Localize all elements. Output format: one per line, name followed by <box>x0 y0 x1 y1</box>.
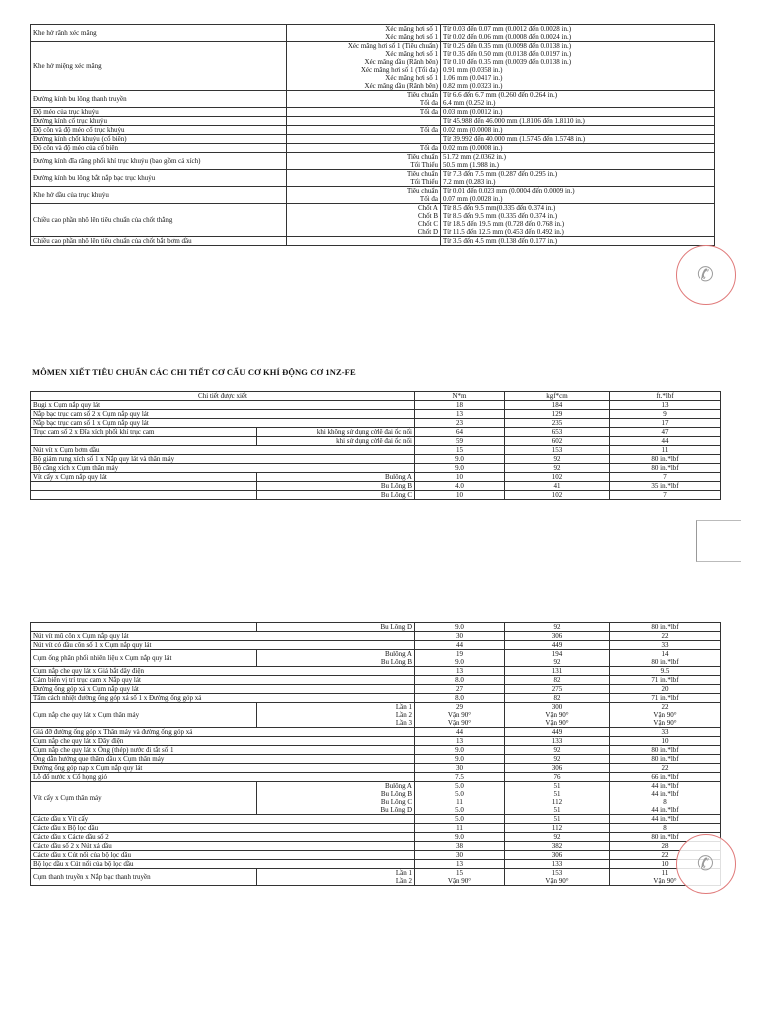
torque-row <box>31 773 721 782</box>
torque-ft: 11 Vặn 90° <box>610 869 721 886</box>
spec-row <box>31 144 715 153</box>
torque-ft: 11 <box>610 446 721 455</box>
torque-part: Cácte dầu x Vít cấy <box>31 815 415 824</box>
torque-ft: 80 in.*lbf <box>610 746 721 755</box>
torque-kgf: 382 <box>505 842 610 851</box>
torque-ft: 71 in.*lbf <box>610 676 721 685</box>
torque-sub-item: khi sử dụng cờlê đai ốc nối <box>257 437 415 446</box>
torque-row <box>31 446 721 455</box>
torque-kgf: 449 <box>505 641 610 650</box>
torque-kgf: 92 <box>505 755 610 764</box>
call-button[interactable] <box>676 245 736 305</box>
torque-nm: 4.0 <box>415 482 505 491</box>
torque-ft: 7 <box>610 473 721 482</box>
torque-nm: 64 <box>415 428 505 437</box>
spec-condition <box>287 237 441 246</box>
torque-ft: 66 in.*lbf <box>610 773 721 782</box>
spec-row <box>31 25 715 42</box>
torque-part: Cácte dầu x Cácte dầu số 2 <box>31 833 415 842</box>
torque-row <box>31 437 721 446</box>
spec-name: Đường kính đĩa răng phối khí trục khuỷu (bao gồm cả xích) <box>31 153 287 170</box>
torque-kgf: 92 <box>505 455 610 464</box>
torque-kgf: 82 <box>505 694 610 703</box>
torque-ft: 80 in.*lbf <box>610 833 721 842</box>
torque-kgf: 194 92 <box>505 650 610 667</box>
spec-condition: Tiêu chuẩn Tối Thiểu <box>287 170 441 187</box>
torque-part: Trục cam số 2 x Đĩa xích phối khí trục cam <box>31 428 257 437</box>
torque-kgf: 184 <box>505 401 610 410</box>
torque-ft: 13 <box>610 401 721 410</box>
torque-nm: 8.0 <box>415 676 505 685</box>
torque-ft: 10 <box>610 737 721 746</box>
torque-ft: 33 <box>610 641 721 650</box>
torque-part: Bộ lọc dầu x Cút nối của bộ lọc dầu <box>31 860 415 869</box>
torque-kgf: 153 Vặn 90° <box>505 869 610 886</box>
torque-row <box>31 473 721 482</box>
torque-row <box>31 428 721 437</box>
header-part: Chi tiết được xiết <box>31 392 415 401</box>
torque-sub-item: khi không sử dụng cờlê đai ốc nối <box>257 428 415 437</box>
torque-row <box>31 746 721 755</box>
torque-part: Đường ống góp nạp x Cụm nắp quy lát <box>31 764 415 773</box>
torque-part: Vít cấy x Cụm nắp quy lát <box>31 473 257 482</box>
torque-header-row <box>31 392 721 401</box>
torque-row <box>31 623 721 632</box>
torque-part: Cácte dầu x Cút nối của bộ lọc dầu <box>31 851 415 860</box>
torque-ft: 33 <box>610 728 721 737</box>
spec-value: 0.03 mm (0.0012 in.) <box>441 108 715 117</box>
spec-name: Độ côn và độ méo cổ trục khuỷu <box>31 126 287 135</box>
spec-name: Khe hở miệng xéc măng <box>31 42 287 91</box>
torque-row <box>31 455 721 464</box>
torque-kgf: 76 <box>505 773 610 782</box>
torque-part: Tấm cách nhiệt đường ống góp xả số 1 x Đường ống góp xả <box>31 694 415 703</box>
torque-part: Bộ giảm rung xích số 1 x Nắp quy lát và thân máy <box>31 455 415 464</box>
torque-part: Cảm biến vị trí trục cam x Nắp quy lát <box>31 676 415 685</box>
torque-kgf: 449 <box>505 728 610 737</box>
spec-condition: Tối đa <box>287 144 441 153</box>
spec-condition: Tối đa <box>287 126 441 135</box>
spec-value: Từ 6.6 đến 6.7 mm (0.260 đến 0.264 in.) 6.4 mm (0.252 in.) <box>441 91 715 108</box>
torque-nm: 9.0 <box>415 455 505 464</box>
spec-value: Từ 8.5 đến 9.5 mm(0.335 đến 0.374 in.) Từ 8.5 đến 9.5 mm (0.335 đến 0.374 in.) Từ 18.5 đến 19.5 mm (0.728 đến 0.768 in.) Từ 11.5 đến 12.5 mm (0.453 đến 0.492 in.) <box>441 204 715 237</box>
header-ft: ft.*lbf <box>610 392 721 401</box>
torque-nm: 10 <box>415 491 505 500</box>
torque-ft: 47 <box>610 428 721 437</box>
torque-part: Cácte dầu số 2 x Nút xả dầu <box>31 842 415 851</box>
header-kgf: kgf*cm <box>505 392 610 401</box>
torque-kgf: 153 <box>505 446 610 455</box>
torque-kgf: 275 <box>505 685 610 694</box>
spec-name: Đường kính cổ trục khuỷu <box>31 117 287 126</box>
torque-row <box>31 419 721 428</box>
torque-nm: 15 Vặn 90° <box>415 869 505 886</box>
torque-ft: 17 <box>610 419 721 428</box>
torque-nm: 30 <box>415 764 505 773</box>
torque-ft: 80 in.*lbf <box>610 455 721 464</box>
torque-row <box>31 667 721 676</box>
spec-condition: Tối đa <box>287 108 441 117</box>
torque-sub-item: Bu Lông C <box>257 491 415 500</box>
spec-condition: Xéc măng hơi số 1 Xéc măng hơi số 1 <box>287 25 441 42</box>
phone-icon: ✆ <box>697 851 714 875</box>
torque-part: Nắp bạc trục cam số 2 x Cụm nắp quy lát <box>31 410 415 419</box>
torque-sub-item: Bulông A Bu Lông B Bu Lông C Bu Lông D <box>257 782 415 815</box>
torque-part: Bugi x Cụm nắp quy lát <box>31 401 415 410</box>
torque-part: Lỗ đổ nước x Cổ họng gió <box>31 773 415 782</box>
torque-part <box>31 437 257 446</box>
torque-ft: 44 in.*lbf 44 in.*lbf 8 44 in.*lbf <box>610 782 721 815</box>
spec-value: Từ 0.03 đến 0.07 mm (0.0012 đến 0.0028 in.) Từ 0.02 đến 0.06 mm (0.0008 đến 0.0024 in.) <box>441 25 715 42</box>
torque-ft: 22 Vặn 90° Vặn 90° <box>610 703 721 728</box>
torque-ft: 22 <box>610 632 721 641</box>
torque-part <box>31 491 257 500</box>
torque-kgf: 112 <box>505 824 610 833</box>
torque-kgf: 133 <box>505 860 610 869</box>
spec-condition: Tiêu chuẩn Tối Thiểu <box>287 153 441 170</box>
torque-part: Cụm nắp che quy lát x Giá bắt dây điện <box>31 667 415 676</box>
torque-kgf: 306 <box>505 851 610 860</box>
torque-part: Cụm nắp che quy lát x Dây điện <box>31 737 415 746</box>
phone-icon: ✆ <box>697 262 714 286</box>
torque-row <box>31 703 721 728</box>
torque-ft: 22 <box>610 764 721 773</box>
torque-nm: 13 <box>415 860 505 869</box>
torque-nm: 9.0 <box>415 755 505 764</box>
torque-row <box>31 851 721 860</box>
torque-part: Cụm nắp che quy lát x Cụm thân máy <box>31 703 257 728</box>
torque-kgf: 129 <box>505 410 610 419</box>
torque-heading: MÔMEN XIẾT TIÊU CHUẨN CÁC CHI TIẾT CƠ CẤU CƠ KHÍ ĐỘNG CƠ 1NZ-FE <box>32 367 356 377</box>
torque-nm: 15 <box>415 446 505 455</box>
torque-kgf: 51 <box>505 815 610 824</box>
spec-row <box>31 204 715 237</box>
torque-part: Vít cấy x Cụm thân máy <box>31 782 257 815</box>
torque-sub-item: Bulông A Bu Lông B <box>257 650 415 667</box>
torque-kgf: 92 <box>505 623 610 632</box>
partial-edge-element <box>696 520 741 562</box>
spec-condition: Tiêu chuẩn Tối đa <box>287 187 441 204</box>
torque-ft: 44 <box>610 437 721 446</box>
torque-row <box>31 650 721 667</box>
torque-kgf: 92 <box>505 464 610 473</box>
torque-nm: 5.0 <box>415 815 505 824</box>
torque-ft: 80 in.*lbf <box>610 623 721 632</box>
spec-condition: Tiêu chuẩn Tối đa <box>287 91 441 108</box>
torque-row <box>31 685 721 694</box>
torque-sub-item: Lần 1 Lần 2 <box>257 869 415 886</box>
spec-row <box>31 91 715 108</box>
torque-part: Cụm thanh truyền x Nắp bạc thanh truyền <box>31 869 257 886</box>
spec-value: Từ 7.3 đến 7.5 mm (0.287 đến 0.295 in.) 7.2 mm (0.283 in.) <box>441 170 715 187</box>
spec-name: Độ méo của trục khuỷu <box>31 108 287 117</box>
torque-row <box>31 632 721 641</box>
torque-row <box>31 491 721 500</box>
torque-part: Cụm ống phân phối nhiên liệu x Cụm nắp quy lát <box>31 650 257 667</box>
spec-value: Từ 0.01 đến 0.023 mm (0.0004 đến 0.0009 in.) 0.07 mm (0.0028 in.) <box>441 187 715 204</box>
torque-row <box>31 694 721 703</box>
torque-kgf: 653 <box>505 428 610 437</box>
torque-row <box>31 782 721 815</box>
torque-row <box>31 764 721 773</box>
torque-kgf: 306 <box>505 632 610 641</box>
spec-row <box>31 153 715 170</box>
torque-table-1 <box>30 391 721 500</box>
torque-part: Cácte dầu x Bộ lọc dầu <box>31 824 415 833</box>
torque-nm: 9.0 <box>415 464 505 473</box>
torque-kgf: 92 <box>505 833 610 842</box>
torque-ft: 80 in.*lbf <box>610 464 721 473</box>
torque-ft: 44 in.*lbf <box>610 815 721 824</box>
torque-nm: 44 <box>415 728 505 737</box>
torque-ft: 8 <box>610 824 721 833</box>
torque-part: Đường ống góp xả x Cụm nắp quy lát <box>31 685 415 694</box>
torque-nm: 11 <box>415 824 505 833</box>
spec-row <box>31 237 715 246</box>
torque-kgf: 102 <box>505 491 610 500</box>
torque-row <box>31 755 721 764</box>
torque-kgf: 602 <box>505 437 610 446</box>
spec-condition: Chốt A Chốt B Chốt C Chốt D <box>287 204 441 237</box>
spec-value: Từ 45.988 đến 46.000 mm (1.8106 đến 1.8110 in.) <box>441 117 715 126</box>
torque-sub-item: Bulông A <box>257 473 415 482</box>
torque-nm: 13 <box>415 667 505 676</box>
torque-ft: 71 in.*lbf <box>610 694 721 703</box>
torque-ft: 14 80 in.*lbf <box>610 650 721 667</box>
torque-part: Nút vít mũ côn x Cụm nắp quy lát <box>31 632 415 641</box>
spec-name: Đường kính chốt khuỷu (cổ biên) <box>31 135 287 144</box>
torque-nm: 38 <box>415 842 505 851</box>
torque-row <box>31 833 721 842</box>
torque-nm: 5.0 5.0 11 5.0 <box>415 782 505 815</box>
torque-part: Nắp bạc trục cam số 1 x Cụm nắp quy lát <box>31 419 415 428</box>
spec-name: Đường kính bu lông bắt nắp bạc trục khuỷu <box>31 170 287 187</box>
spec-name: Chiều cao phần nhô lên tiêu chuẩn của chốt bắt bơm dầu <box>31 237 287 246</box>
spec-row <box>31 42 715 91</box>
spec-row <box>31 117 715 126</box>
torque-row <box>31 869 721 886</box>
torque-row <box>31 860 721 869</box>
spec-name: Chiều cao phần nhô lên tiêu chuẩn của chốt thẳng <box>31 204 287 237</box>
spec-value: Từ 39.992 đến 40.000 mm (1.5745 đến 1.5748 in.) <box>441 135 715 144</box>
torque-nm: 19 9.0 <box>415 650 505 667</box>
spec-name: Khe hở rãnh xéc măng <box>31 25 287 42</box>
torque-nm: 7.5 <box>415 773 505 782</box>
spec-row <box>31 135 715 144</box>
torque-nm: 27 <box>415 685 505 694</box>
call-button[interactable] <box>676 834 736 894</box>
torque-ft: 80 in.*lbf <box>610 755 721 764</box>
spec-name: Độ côn và độ méo của cổ biên <box>31 144 287 153</box>
spec-row <box>31 187 715 204</box>
spec-row <box>31 170 715 187</box>
torque-row <box>31 676 721 685</box>
torque-kgf: 306 <box>505 764 610 773</box>
torque-part: Cụm nắp che quy lát x Ống (thép) nước đi tắt số 1 <box>31 746 415 755</box>
torque-ft: 28 <box>610 842 721 851</box>
spec-name: Khe hở dầu của trục khuỷu <box>31 187 287 204</box>
spec-condition <box>287 135 441 144</box>
torque-nm: 44 <box>415 641 505 650</box>
torque-row <box>31 401 721 410</box>
torque-ft: 20 <box>610 685 721 694</box>
torque-kgf: 92 <box>505 746 610 755</box>
spec-table <box>30 24 715 246</box>
torque-kgf: 82 <box>505 676 610 685</box>
torque-nm: 30 <box>415 851 505 860</box>
torque-nm: 8.0 <box>415 694 505 703</box>
torque-nm: 29 Vặn 90° Vặn 90° <box>415 703 505 728</box>
torque-kgf: 131 <box>505 667 610 676</box>
torque-sub-item: Bu Lông B <box>257 482 415 491</box>
torque-row <box>31 410 721 419</box>
torque-row <box>31 464 721 473</box>
spec-value: 0.02 mm (0.0008 in.) <box>441 126 715 135</box>
torque-nm: 30 <box>415 632 505 641</box>
torque-part: Bộ căng xích x Cụm thân máy <box>31 464 415 473</box>
torque-sub-item: Bu Lông D <box>257 623 415 632</box>
torque-kgf: 235 <box>505 419 610 428</box>
spec-name: Đường kính bu lông thanh truyền <box>31 91 287 108</box>
torque-nm: 9.0 <box>415 623 505 632</box>
torque-part <box>31 482 257 491</box>
torque-sub-item: Lần 1 Lần 2 Lần 3 <box>257 703 415 728</box>
torque-row <box>31 824 721 833</box>
torque-ft: 7 <box>610 491 721 500</box>
torque-row <box>31 842 721 851</box>
torque-ft: 35 in.*lbf <box>610 482 721 491</box>
torque-nm: 13 <box>415 410 505 419</box>
spec-value: 51.72 mm (2.0362 in.) 50.5 mm (1.988 in.) <box>441 153 715 170</box>
torque-nm: 10 <box>415 473 505 482</box>
torque-row <box>31 815 721 824</box>
spec-value: 0.02 mm (0.0008 in.) <box>441 144 715 153</box>
torque-nm: 13 <box>415 737 505 746</box>
spec-condition: Xéc măng hơi số 1 (Tiêu chuẩn) Xéc măng hơi số 1 Xéc măng dầu (Rãnh bên) Xéc măng hơi số 1 (Tối đa) Xéc măng hơi số 1 Xéc măng dầu (Rãnh bên) <box>287 42 441 91</box>
torque-row <box>31 737 721 746</box>
torque-part: Nút vít x Cụm bơm dầu <box>31 446 415 455</box>
torque-nm: 23 <box>415 419 505 428</box>
spec-value: Từ 3.5 đến 4.5 mm (0.138 đến 0.177 in.) <box>441 237 715 246</box>
torque-nm: 9.0 <box>415 746 505 755</box>
spec-row <box>31 108 715 117</box>
torque-kgf: 300 Vặn 90° Vặn 90° <box>505 703 610 728</box>
torque-kgf: 133 <box>505 737 610 746</box>
torque-ft: 22 <box>610 851 721 860</box>
torque-part: Giá đỡ đường ống góp x Thân máy và đường ống góp xả <box>31 728 415 737</box>
torque-table-2 <box>30 622 721 886</box>
torque-kgf: 102 <box>505 473 610 482</box>
torque-kgf: 51 51 112 51 <box>505 782 610 815</box>
torque-kgf: 41 <box>505 482 610 491</box>
torque-row <box>31 728 721 737</box>
spec-condition <box>287 117 441 126</box>
torque-row <box>31 482 721 491</box>
torque-nm: 18 <box>415 401 505 410</box>
torque-part: Nút vít có đầu côn số 1 x Cụm nắp quy lát <box>31 641 415 650</box>
torque-part <box>31 623 257 632</box>
torque-part: Ống dẫn hướng que thăm dầu x Cụm thân máy <box>31 755 415 764</box>
header-nm: N*m <box>415 392 505 401</box>
torque-nm: 59 <box>415 437 505 446</box>
torque-ft: 10 <box>610 860 721 869</box>
torque-nm: 9.0 <box>415 833 505 842</box>
spec-value: Từ 0.25 đến 0.35 mm (0.0098 đến 0.0138 in.) Từ 0.35 đến 0.50 mm (0.0138 đến 0.0197 in.) Từ 0.10 đến 0.35 mm (0.0039 đến 0.0138 in.) 0.91 mm (0.0358 in.) 1.06 mm (0.0417 in.) 0.82 mm (0.0323 in.) <box>441 42 715 91</box>
torque-ft: 9.5 <box>610 667 721 676</box>
torque-row <box>31 641 721 650</box>
torque-ft: 9 <box>610 410 721 419</box>
spec-row <box>31 126 715 135</box>
